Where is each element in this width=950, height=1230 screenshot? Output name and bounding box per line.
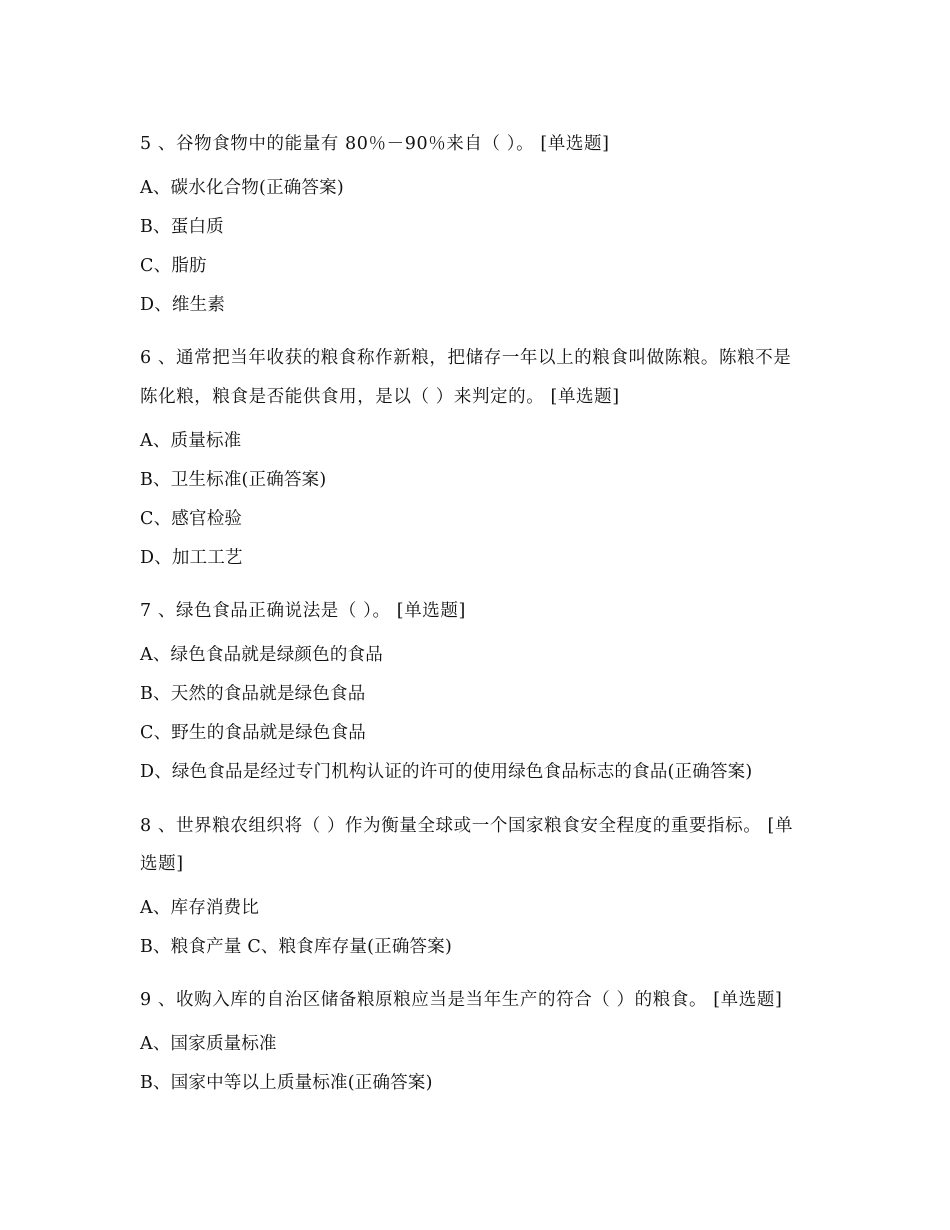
- question-5-option-a: A、碳水化合物(正确答案): [140, 178, 344, 198]
- question-5-option-b: B、蛋白质: [140, 217, 224, 237]
- question-7-option-c: C、野生的食品就是绿色食品: [140, 723, 366, 743]
- question-8-stem-line-1: 8 、世界粮农组织将（ ）作为衡量全球或一个国家粮食安全程度的重要指标。 [单: [140, 816, 794, 836]
- question-6-option-c: C、感官检验: [140, 509, 243, 529]
- question-6-stem-line-1: 6 、通常把当年收获的粮食称作新粮，把储存一年以上的粮食叫做陈粮。陈粮不是: [140, 348, 792, 368]
- question-7-stem: 7 、绿色食品正确说法是（ ）。 [单选题]: [140, 601, 466, 621]
- question-7-option-d: D、绿色食品是经过专门机构认证的许可的使用绿色食品标志的食品(正确答案): [140, 762, 753, 782]
- question-6-option-b: B、卫生标准(正确答案): [140, 470, 327, 490]
- question-8-option-a: A、库存消费比: [140, 898, 260, 918]
- question-5-stem: 5 、谷物食物中的能量有 80％－90％来自（ ）。 [单选题]: [140, 134, 610, 154]
- question-8-option-b: B、粮食产量 C、粮食库存量(正确答案): [140, 937, 452, 957]
- question-6-stem-line-2: 陈化粮，粮食是否能供食用，是以（ ）来判定的。 [单选题]: [140, 387, 620, 407]
- question-6-option-d: D、加工工艺: [140, 548, 243, 568]
- question-9-option-b: B、国家中等以上质量标准(正确答案): [140, 1073, 433, 1093]
- question-6-option-a: A、质量标准: [140, 431, 242, 451]
- question-7-option-a: A、绿色食品就是绿颜色的食品: [140, 645, 383, 665]
- question-8-stem-line-2: 选题]: [140, 854, 184, 874]
- question-5-option-c: C、脂肪: [140, 256, 207, 276]
- question-9-stem: 9 、收购入库的自治区储备粮原粮应当是当年生产的符合（ ）的粮食。 [单选题]: [140, 990, 783, 1010]
- question-9-option-a: A、国家质量标准: [140, 1034, 277, 1054]
- question-7-option-b: B、天然的食品就是绿色食品: [140, 684, 366, 704]
- question-5-option-d: D、维生素: [140, 295, 226, 315]
